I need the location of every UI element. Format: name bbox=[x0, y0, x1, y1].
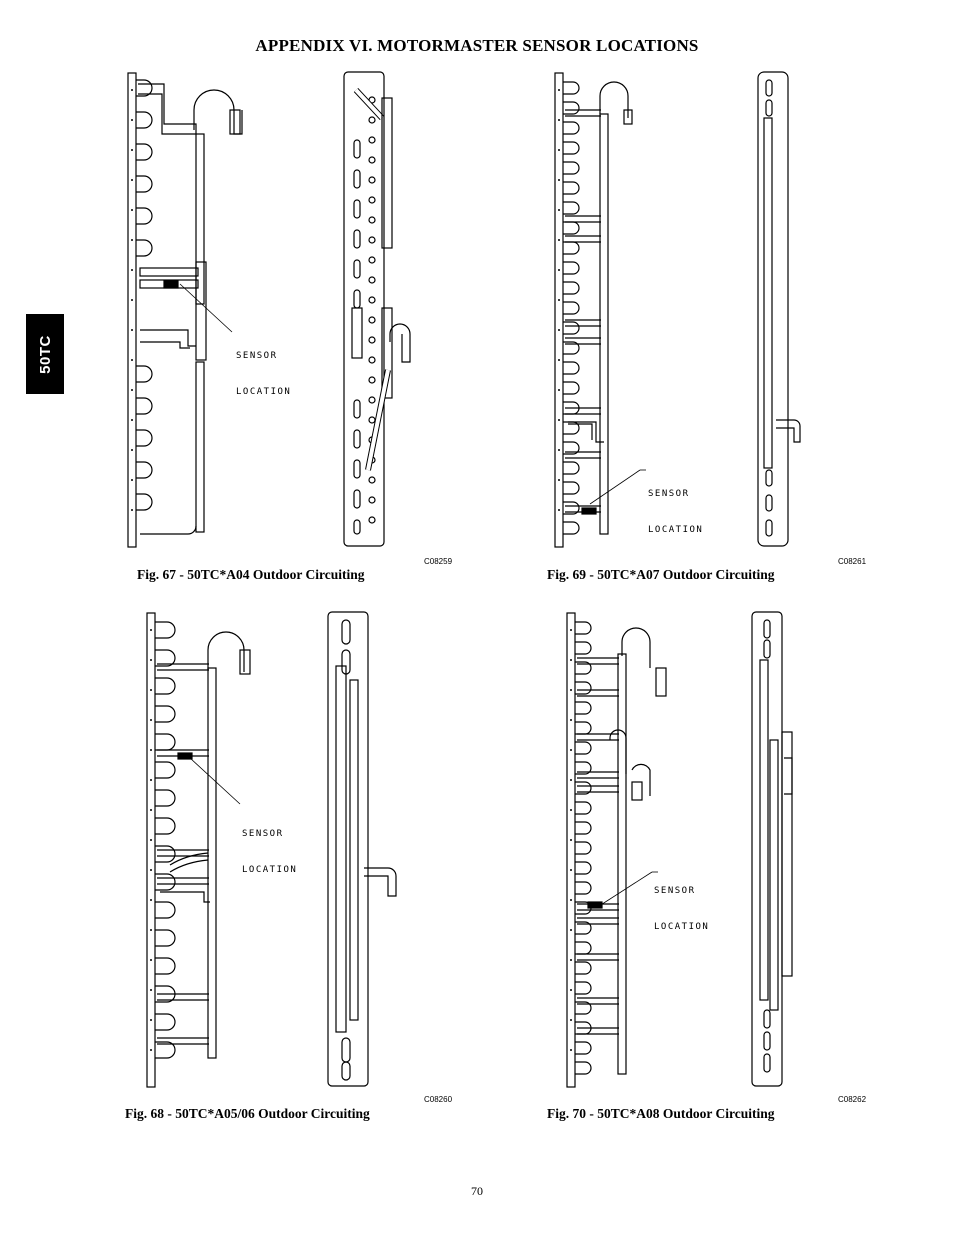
section-tab-label: 50TC bbox=[36, 334, 54, 374]
fig69-sensor-label: SENSOR LOCATION bbox=[648, 489, 704, 535]
fig68-sensor-label: SENSOR LOCATION bbox=[242, 829, 298, 875]
fig67-sensor-label: SENSOR LOCATION bbox=[236, 351, 292, 397]
fig68-drawing-code: C08260 bbox=[424, 1095, 453, 1104]
fig67-drawing-code: C08259 bbox=[424, 557, 453, 566]
figure-70-drawing bbox=[560, 610, 860, 1090]
fig70-drawing-code: C08262 bbox=[838, 1095, 867, 1104]
fig68-caption: Fig. 68 - 50TC*A05/06 Outdoor Circuiting bbox=[125, 1106, 370, 1121]
fig69-caption: Fig. 69 - 50TC*A07 Outdoor Circuiting bbox=[547, 567, 775, 582]
fig70-caption: Fig. 70 - 50TC*A08 Outdoor Circuiting bbox=[547, 1106, 775, 1121]
figure-67-drawing bbox=[120, 70, 440, 550]
page-number: 70 bbox=[471, 1184, 483, 1198]
section-tab bbox=[26, 314, 64, 394]
figure-69-drawing bbox=[548, 70, 878, 550]
fig67-caption: Fig. 67 - 50TC*A04 Outdoor Circuiting bbox=[137, 567, 365, 582]
fig69-drawing-code: C08261 bbox=[838, 557, 867, 566]
fig70-sensor-label: SENSOR LOCATION bbox=[654, 886, 710, 932]
page-title: APPENDIX VI. MOTORMASTER SENSOR LOCATIONS bbox=[255, 36, 699, 55]
